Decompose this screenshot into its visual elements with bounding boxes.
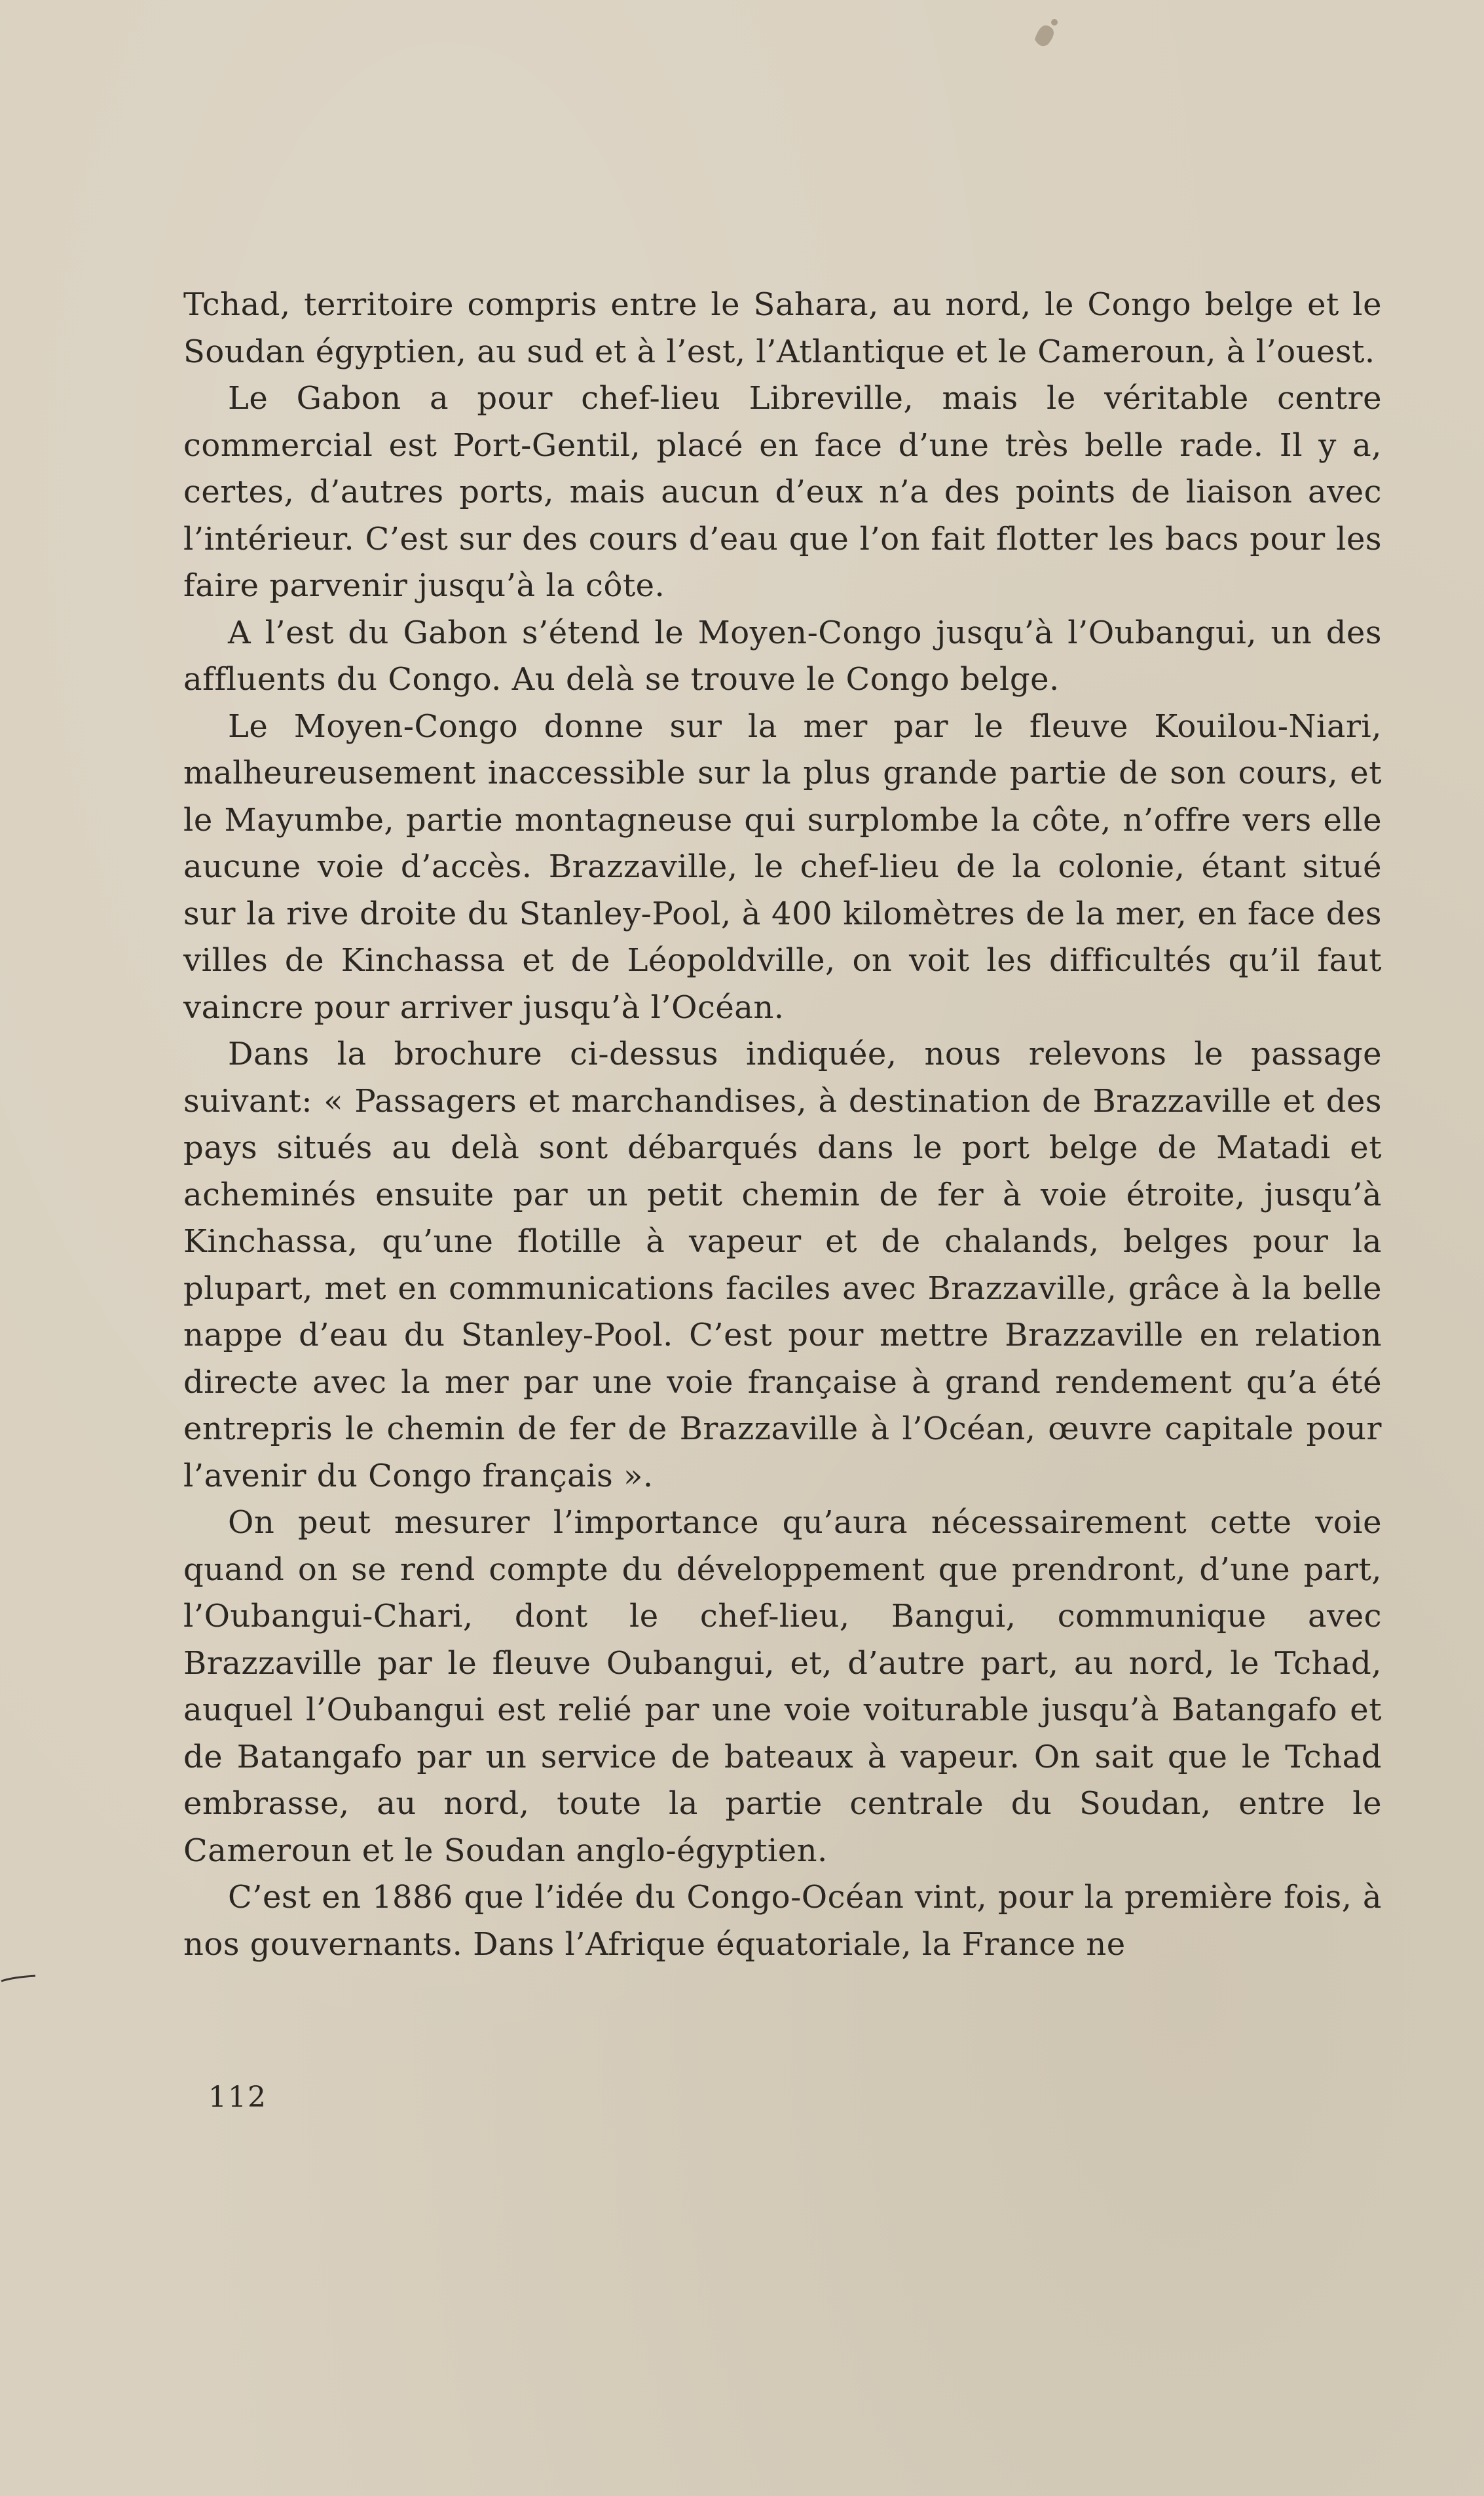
margin-pen-mark [0,1973,37,1984]
ink-smudge-mark [1022,13,1067,52]
paragraph-5: Dans la brochure ci-dessus indiquée, nous relevons le passage suivant: « Passagers et marchandises, à destination de Brazzaville et des pays situés au delà sont débarqués dans le port belge de Matadi et acheminés ensuite par un petit chemin de fer à voie étroite, jusqu’à Kinchassa, qu’une flotille à vapeur et de chalands, belges pour la plupart, met en communications faciles avec Brazzaville, grâce à la belle nappe d’eau du Stanley-Pool. C’est pour mettre Brazzaville en relation directe avec la mer par une voie française à grand rendement qu’a été entrepris le chemin de fer de Brazzaville à l’Océan, œuvre capitale pour l’avenir du Congo français ». [183,1036,1382,1494]
paragraph-3: A l’est du Gabon s’étend le Moyen-Congo jusqu’à l’Oubangui, un des affluents du Congo. Au delà se trouve le Congo belge. [183,614,1382,698]
paragraph-1: Tchad, territoire compris entre le Sahara, au nord, le Congo belge et le Soudan égyptien, au sud et à l’est, l’Atlantique et le Cameroun, à l’ouest. [183,286,1382,370]
paragraph-2: Le Gabon a pour chef-lieu Libreville, mais le véritable centre commercial est Port-Gentil, placé en face d’une très belle rade. Il y a, certes, d’autres ports, mais aucun d’eux n’a des points de liaison avec l’intérieur. C’est sur des cours d’eau que l’on fait flotter les bacs pour les faire parvenir jusqu’à la côte. [183,380,1382,604]
body-text [183,282,1382,1968]
paragraph-7: C’est en 1886 que l’idée du Congo-Océan vint, pour la première fois, à nos gouvernants. Dans l’Afrique équatoriale, la France ne [183,1879,1382,1963]
page-number: 112 [208,2081,267,2114]
paragraph-6: On peut mesurer l’importance qu’aura nécessairement cette voie quand on se rend compte du développement que prendront, d’une part, l’Oubangui-Chari, dont le chef-lieu, Bangui, communique avec Brazzaville par le fleuve Oubangui, et, d’autre part, au nord, le Tchad, auquel l’Oubangui est relié par une voie voiturable jusqu’à Batangafo et de Batangafo par un service de bateaux à vapeur. On sait que le Tchad embrasse, au nord, toute la partie centrale du Soudan, entre le Cameroun et le Soudan anglo-égyptien. [183,1504,1382,1869]
paragraph-4: Le Moyen-Congo donne sur la mer par le fleuve Kouilou-Niari, malheureusement inaccessible sur la plus grande partie de son cours, et le Mayumbe, partie montagneuse qui surplombe la côte, n’offre vers elle aucune voie d’accès. Brazzaville, le chef-lieu de la colonie, étant situé sur la rive droite du Stanley-Pool, à 400 kilomètres de la mer, en face des villes de Kinchassa et de Léopoldville, on voit les difficultés qu’il faut vaincre pour arriver jusqu’à l’Océan. [183,708,1382,1026]
